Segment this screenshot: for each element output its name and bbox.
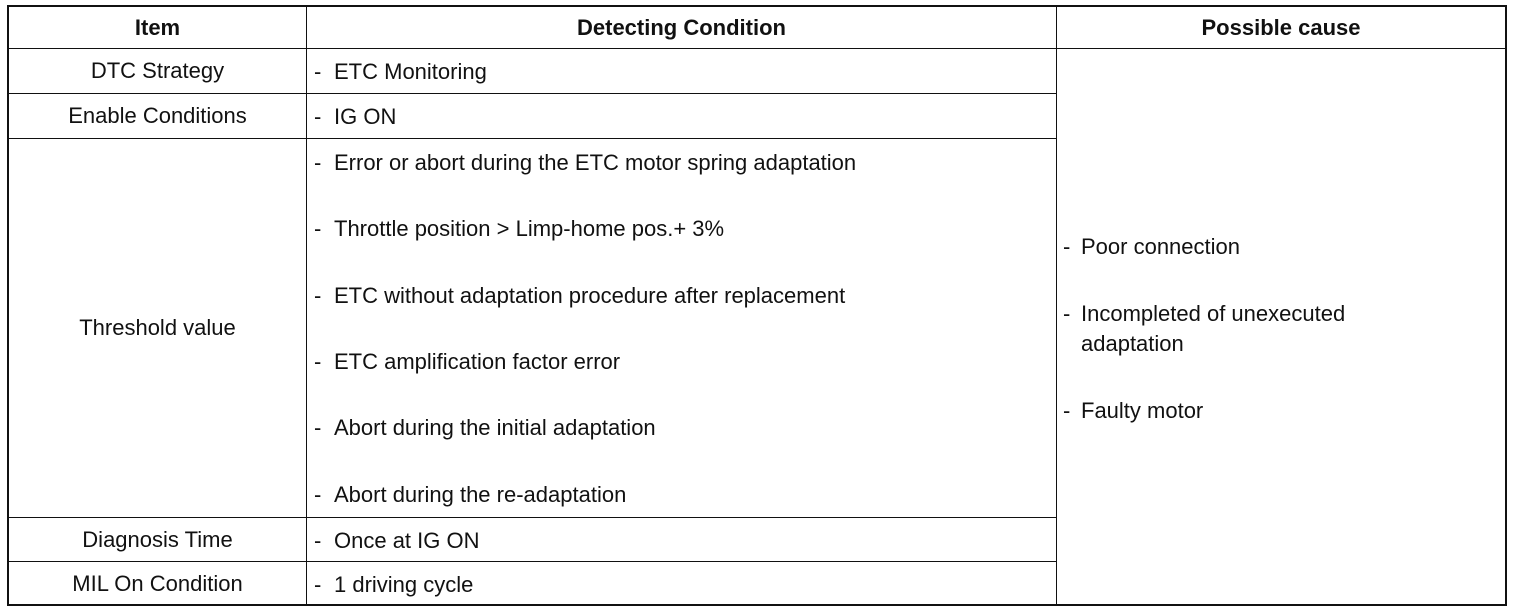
condition-text: ETC amplification factor error [334,349,621,374]
column-divider [306,7,307,604]
bullet-dash: - [314,283,322,308]
bullet-dash: - [1063,301,1071,326]
bullet-dash: - [1063,398,1071,423]
bullet-dash: - [314,150,322,175]
condition-text: ETC without adaptation procedure after replacement [334,283,846,308]
condition-line [314,148,856,178]
condition-line [314,480,626,510]
header-item: Item [134,14,181,40]
bullet-dash: - [314,59,322,84]
cause-item [1063,299,1393,359]
condition-line [314,570,473,600]
condition-line [314,281,845,311]
item-enable-conditions: Enable Conditions [68,103,247,128]
bullet-dash: - [314,572,322,597]
condition-text: IG ON [334,104,397,129]
item-mil-on-condition: MIL On Condition [72,570,243,596]
condition-text: ETC Monitoring [334,59,487,84]
condition-line [314,526,480,556]
condition-text: 1 driving cycle [334,572,474,597]
possible-cause-column [1063,7,1393,605]
bullet-dash: - [314,415,322,440]
detecting-condition-column [314,7,1054,605]
column-divider [1056,7,1057,604]
bullet-dash: - [314,104,322,129]
bullet-dash: - [314,349,322,374]
condition-line [314,214,724,244]
header-detecting-condition: Detecting Condition [577,14,786,40]
bullet-dash: - [314,528,322,553]
condition-line [314,57,487,87]
diagnostic-table [7,5,1507,606]
condition-text: Error or abort during the ETC motor spring adaptation [334,150,857,175]
bullet-dash: - [314,216,322,241]
cause-text: Incompleted of unexecuted adaptation [1081,301,1346,356]
condition-line [314,413,656,443]
condition-text: Once at IG ON [334,528,480,553]
item-threshold-value: Threshold value [79,315,236,340]
header-possible-cause: Possible cause [1201,14,1361,40]
condition-line [314,102,396,132]
cause-item [1063,232,1393,262]
condition-text: Throttle position > Limp-home pos.+ 3% [334,216,725,241]
cause-text: Poor connection [1081,234,1240,259]
item-dtc-strategy: DTC Strategy [90,58,225,83]
cause-item [1063,396,1393,426]
condition-text: Abort during the initial adaptation [334,415,656,440]
bullet-dash: - [314,482,322,507]
bullet-dash: - [1063,234,1071,259]
condition-text: Abort during the re-adaptation [334,482,627,507]
cause-text: Faulty motor [1081,398,1204,423]
item-diagnosis-time: Diagnosis Time [82,526,233,552]
condition-line [314,347,620,377]
